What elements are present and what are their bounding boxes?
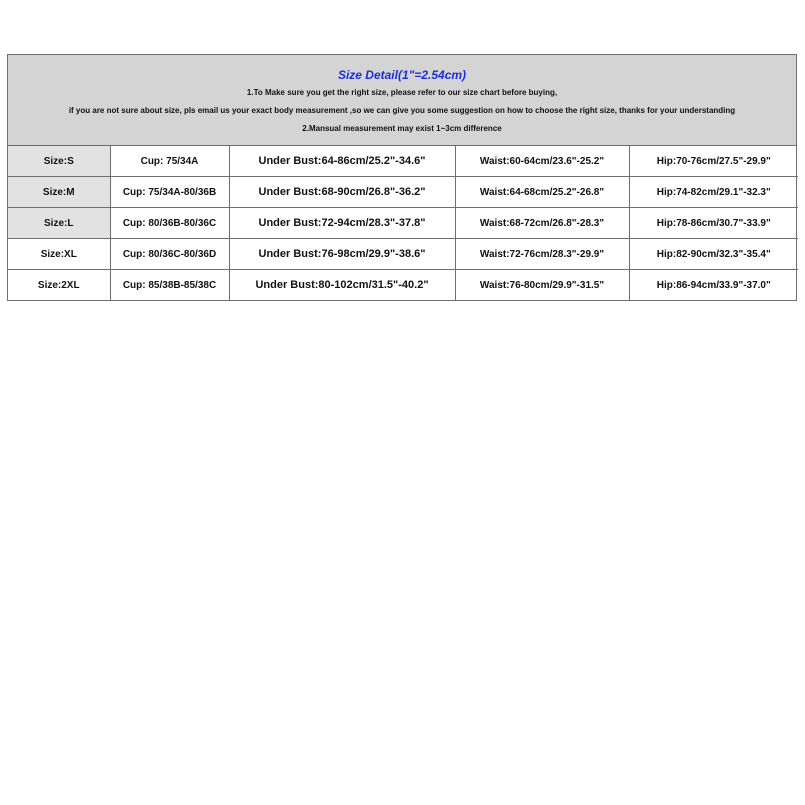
waist-cell: Waist:60-64cm/23.6"-25.2" bbox=[455, 146, 629, 177]
size-chart-title: Size Detail(1"=2.54cm) bbox=[337, 68, 467, 82]
waist-cell: Waist:68-72cm/26.8"-28.3" bbox=[455, 208, 629, 239]
hip-cell: Hip:86-94cm/33.9"-37.0" bbox=[629, 270, 798, 301]
cup-cell: Cup: 75/34A bbox=[110, 146, 229, 177]
size-cell: Size:2XL bbox=[8, 270, 110, 301]
note-line-3: 2.Mansual measurement may exist 1~3cm difference bbox=[302, 124, 502, 133]
under-bust-cell: Under Bust:68-90cm/26.8"-36.2" bbox=[229, 177, 455, 208]
under-bust-cell: Under Bust:72-94cm/28.3"-37.8" bbox=[229, 208, 455, 239]
size-cell: Size:XL bbox=[8, 239, 110, 270]
hip-cell: Hip:82-90cm/32.3"-35.4" bbox=[629, 239, 798, 270]
size-chart-header bbox=[8, 55, 796, 146]
size-table bbox=[8, 146, 798, 300]
note-line-1: 1.To Make sure you get the right size, please refer to our size chart before buying, bbox=[246, 88, 558, 97]
size-cell: Size:S bbox=[8, 146, 110, 177]
hip-cell: Hip:78-86cm/30.7"-33.9" bbox=[629, 208, 798, 239]
size-chart bbox=[7, 54, 797, 301]
hip-cell: Hip:74-82cm/29.1"-32.3" bbox=[629, 177, 798, 208]
table-row bbox=[8, 208, 798, 239]
waist-cell: Waist:76-80cm/29.9"-31.5" bbox=[455, 270, 629, 301]
waist-cell: Waist:64-68cm/25.2"-26.8" bbox=[455, 177, 629, 208]
size-cell: Size:M bbox=[8, 177, 110, 208]
cup-cell: Cup: 80/36C-80/36D bbox=[110, 239, 229, 270]
table-row bbox=[8, 146, 798, 177]
under-bust-cell: Under Bust:80-102cm/31.5"-40.2" bbox=[229, 270, 455, 301]
cup-cell: Cup: 85/38B-85/38C bbox=[110, 270, 229, 301]
size-cell: Size:L bbox=[8, 208, 110, 239]
note-line-2: if you are not sure about size, pls email us your exact body measurement ,so we can give you some suggestion on how to choose the right size, thanks for your understanding bbox=[68, 106, 736, 115]
cup-cell: Cup: 80/36B-80/36C bbox=[110, 208, 229, 239]
under-bust-cell: Under Bust:64-86cm/25.2"-34.6" bbox=[229, 146, 455, 177]
hip-cell: Hip:70-76cm/27.5"-29.9" bbox=[629, 146, 798, 177]
cup-cell: Cup: 75/34A-80/36B bbox=[110, 177, 229, 208]
waist-cell: Waist:72-76cm/28.3"-29.9" bbox=[455, 239, 629, 270]
table-row bbox=[8, 177, 798, 208]
table-row bbox=[8, 239, 798, 270]
under-bust-cell: Under Bust:76-98cm/29.9"-38.6" bbox=[229, 239, 455, 270]
table-row bbox=[8, 270, 798, 301]
